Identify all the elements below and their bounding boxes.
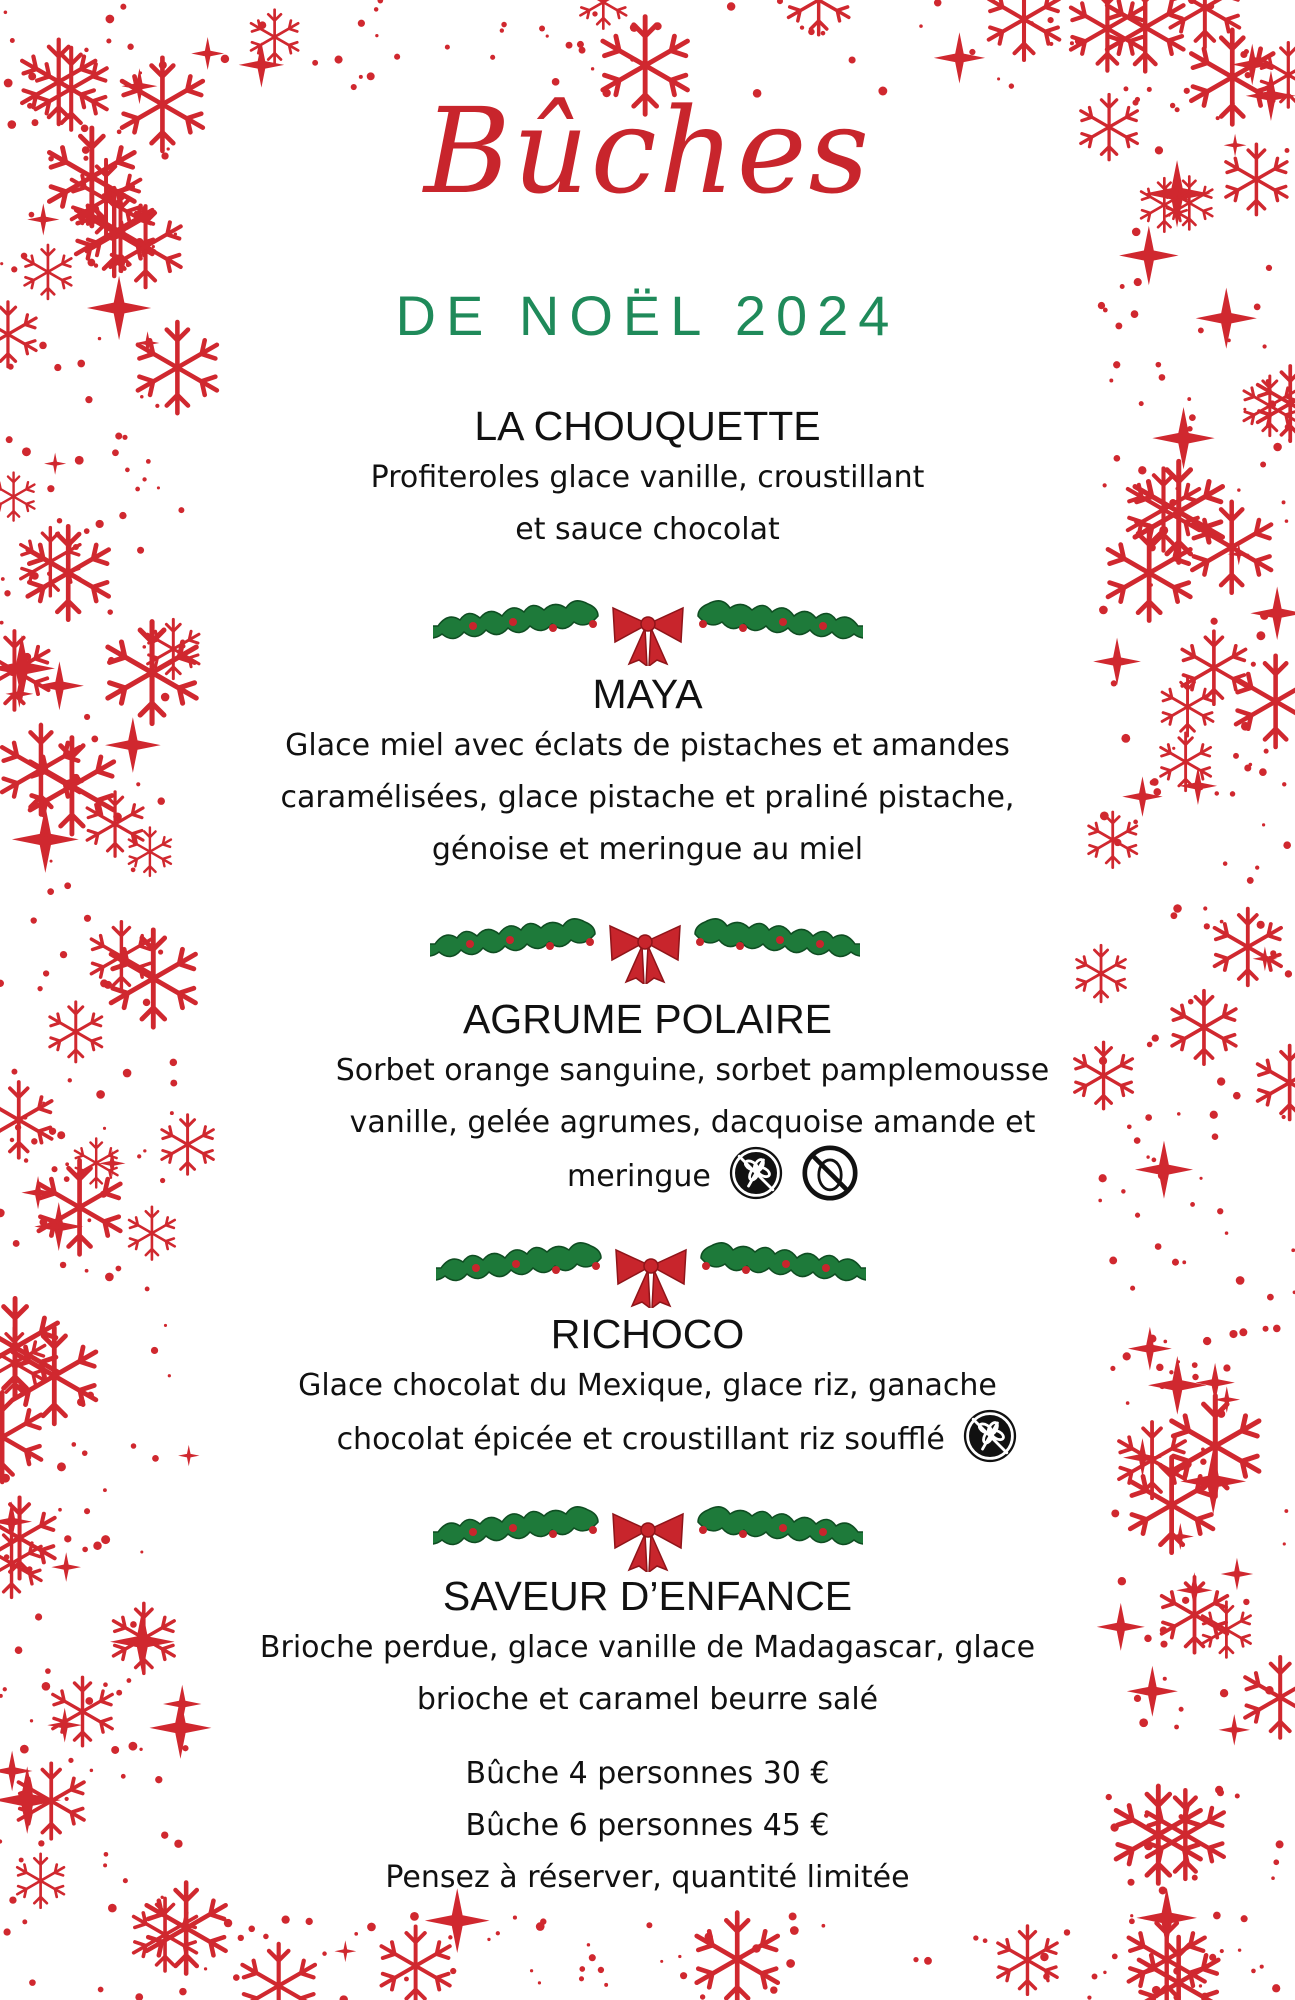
item-description — [0, 452, 1295, 556]
item-description-line: caramélisées, glace pistache et praliné pistache, — [280, 780, 1015, 815]
item-description-line: meringue — [567, 1158, 711, 1194]
holly-garland-divider — [433, 586, 863, 666]
item-name: LA CHOUQUETTE — [474, 403, 821, 449]
pricing-footer — [0, 1748, 1295, 1904]
item-name: MAYA — [592, 671, 703, 717]
page-title: Bûches — [423, 82, 872, 220]
price-6-persons: Bûche 6 personnes 45 € — [465, 1808, 830, 1843]
item-description-line: brioche et caramel beurre salé — [416, 1682, 879, 1717]
item-description-line-with-icons — [90, 1149, 1295, 1205]
price-4-persons: Bûche 4 personnes 30 € — [465, 1756, 830, 1791]
item-description-line-with-icons — [0, 1412, 1295, 1468]
gluten-free-icon — [962, 1408, 1018, 1464]
menu-item-la-chouquette — [0, 402, 1295, 556]
item-description-line: Glace miel avec éclats de pistaches et amandes — [285, 728, 1010, 763]
menu-item-maya — [0, 670, 1295, 876]
item-description — [0, 1360, 1295, 1468]
item-name: AGRUME POLAIRE — [462, 996, 833, 1042]
item-description — [0, 1045, 1295, 1205]
item-description-line: Profiteroles glace vanille, croustillant — [370, 460, 925, 495]
item-description-line: Glace chocolat du Mexique, glace riz, ganache — [298, 1368, 997, 1403]
holly-garland-divider — [430, 904, 860, 984]
menu-item-richoco — [0, 1310, 1295, 1468]
holly-garland-divider — [433, 1492, 863, 1572]
reservation-note: Pensez à réserver, quantité limitée — [385, 1860, 910, 1895]
item-description — [0, 1622, 1295, 1726]
item-description-line: génoise et meringue au miel — [431, 832, 864, 867]
item-description-line: et sauce chocolat — [515, 512, 780, 547]
item-name: RICHOCO — [550, 1311, 745, 1357]
menu-item-saveur-denfance — [0, 1572, 1295, 1726]
item-description-line: Brioche perdue, glace vanille de Madagascar, glace — [259, 1630, 1036, 1665]
egg-free-icon — [802, 1145, 858, 1201]
menu-item-agrume-polaire — [0, 995, 1295, 1205]
gluten-free-icon — [728, 1145, 784, 1201]
page-subtitle: DE NOËL 2024 — [395, 284, 900, 347]
holly-garland-divider — [436, 1228, 866, 1308]
item-name: SAVEUR D’ENFANCE — [442, 1573, 853, 1619]
item-description-line: vanille, gelée agrumes, dacquoise amande et — [349, 1105, 1036, 1140]
item-description-line: chocolat épicée et croustillant riz soufflé — [336, 1421, 945, 1457]
item-description-line: Sorbet orange sanguine, sorbet pamplemousse — [335, 1053, 1050, 1088]
item-description — [0, 720, 1295, 876]
